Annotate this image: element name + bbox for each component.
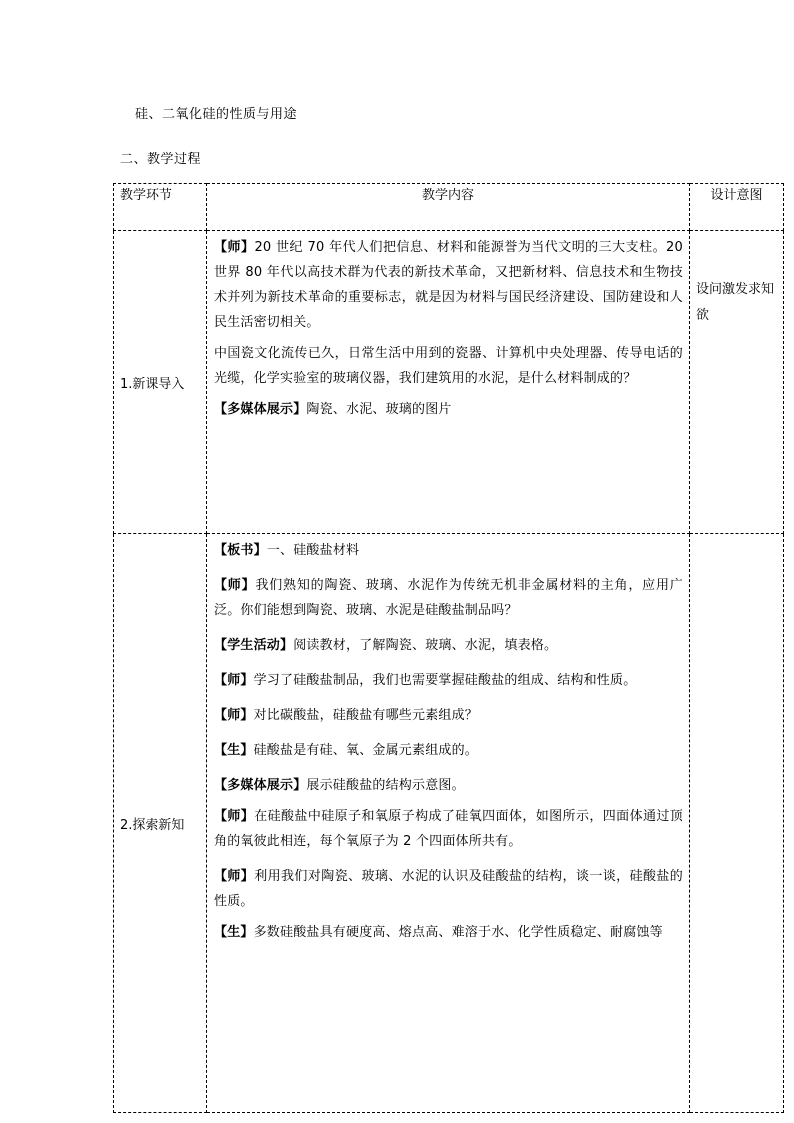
paragraph-text: 硅酸盐是有硅、氧、金属元素组成的。 <box>253 743 479 758</box>
paragraph-text: 一、硅酸盐材料 <box>266 543 360 558</box>
speaker-tag: 【生】 <box>214 743 254 758</box>
paragraph-text: 中国瓷文化流传已久，日常生活中用到的瓷器、计算机中央处理器、传导电话的光缆，化学实验室的玻璃仪器，我们建筑用的水泥，是什么材料制成的？ <box>214 346 683 386</box>
table-row <box>114 231 784 534</box>
header-intent: 设计意图 <box>690 184 784 231</box>
paragraph-text: 陶瓷、水泥、玻璃的图片 <box>306 402 452 417</box>
paragraph-text: 学习了硅酸盐制品，我们也需要掌握硅酸盐的组成、结构和性质。 <box>253 673 637 688</box>
paragraph-text: 我们熟知的陶瓷、玻璃、水泥作为传统无机非金属材料的主角，应用广泛。你们能想到陶瓷、玻璃、水泥是硅酸盐制品吗？ <box>214 578 683 618</box>
paragraph-text: 对比碳酸盐，硅酸盐有哪些元素组成？ <box>253 708 479 723</box>
table-row <box>114 534 784 1113</box>
stage-cell: 1.新课导入 <box>114 231 207 534</box>
content-paragraph <box>214 573 683 623</box>
content-paragraph <box>214 633 683 658</box>
speaker-tag: 【师】 <box>214 673 254 688</box>
content-paragraph <box>214 703 683 728</box>
paragraph-text: 多数硅酸盐具有硬度高、熔点高、难溶于水、化学性质稳定、耐腐蚀等 <box>253 925 663 940</box>
table-header-row <box>114 184 784 231</box>
speaker-tag: 【师】 <box>214 578 256 593</box>
content-paragraph <box>214 341 683 391</box>
content-paragraph <box>214 538 683 563</box>
speaker-tag: 【师】 <box>214 708 254 723</box>
stage-cell: 2.探索新知 <box>114 534 207 1113</box>
section-heading: 二、教学过程 <box>120 152 202 167</box>
content-paragraph <box>214 920 683 945</box>
paragraph-text: 在硅酸盐中硅原子和氧原子构成了硅氧四面体，如图所示，四面体通过顶角的氧彼此相连，每个氧原子为 2 个四面体所共有。 <box>214 809 683 849</box>
paragraph-text: 20 世纪 70 年代人们把信息、材料和能源誉为当代文明的三大支柱。20 世界 80 年代以高技术群为代表的新技术革命，又把新材料、信息技术和生物技术并列为新技术革命的重要标志，就是因为材料与国民经济建设、国防建设和人民生活密切相关。 <box>214 240 683 330</box>
content-paragraph <box>214 397 683 422</box>
content-paragraph <box>214 773 683 798</box>
content-cell <box>207 231 690 534</box>
content-paragraph <box>214 864 683 914</box>
content-paragraph <box>214 668 683 693</box>
header-content: 教学内容 <box>207 184 690 231</box>
intent-cell: 设问激发求知欲 <box>690 231 784 534</box>
content-paragraph <box>214 235 683 335</box>
content-paragraph <box>214 804 683 854</box>
speaker-tag: 【师】 <box>214 809 255 824</box>
intent-cell <box>690 534 784 1113</box>
content-paragraph <box>214 738 683 763</box>
speaker-tag: 【师】 <box>214 869 255 884</box>
speaker-tag: 【多媒体展示】 <box>214 402 307 417</box>
header-stage: 教学环节 <box>114 184 207 231</box>
content-cell <box>207 534 690 1113</box>
speaker-tag: 【师】 <box>214 240 255 255</box>
speaker-tag: 【学生活动】 <box>214 638 294 653</box>
teaching-process-table <box>113 183 784 1113</box>
paragraph-text: 利用我们对陶瓷、玻璃、水泥的认识及硅酸盐的结构，谈一谈，硅酸盐的性质。 <box>214 869 683 909</box>
speaker-tag: 【板书】 <box>214 543 267 558</box>
document-topic-line: 硅、二氧化硅的性质与用途 <box>135 107 298 122</box>
speaker-tag: 【生】 <box>214 925 254 940</box>
paragraph-text: 阅读教材，了解陶瓷、玻璃、水泥，填表格。 <box>293 638 558 653</box>
paragraph-text: 展示硅酸盐的结构示意图。 <box>306 778 465 793</box>
speaker-tag: 【多媒体展示】 <box>214 778 307 793</box>
